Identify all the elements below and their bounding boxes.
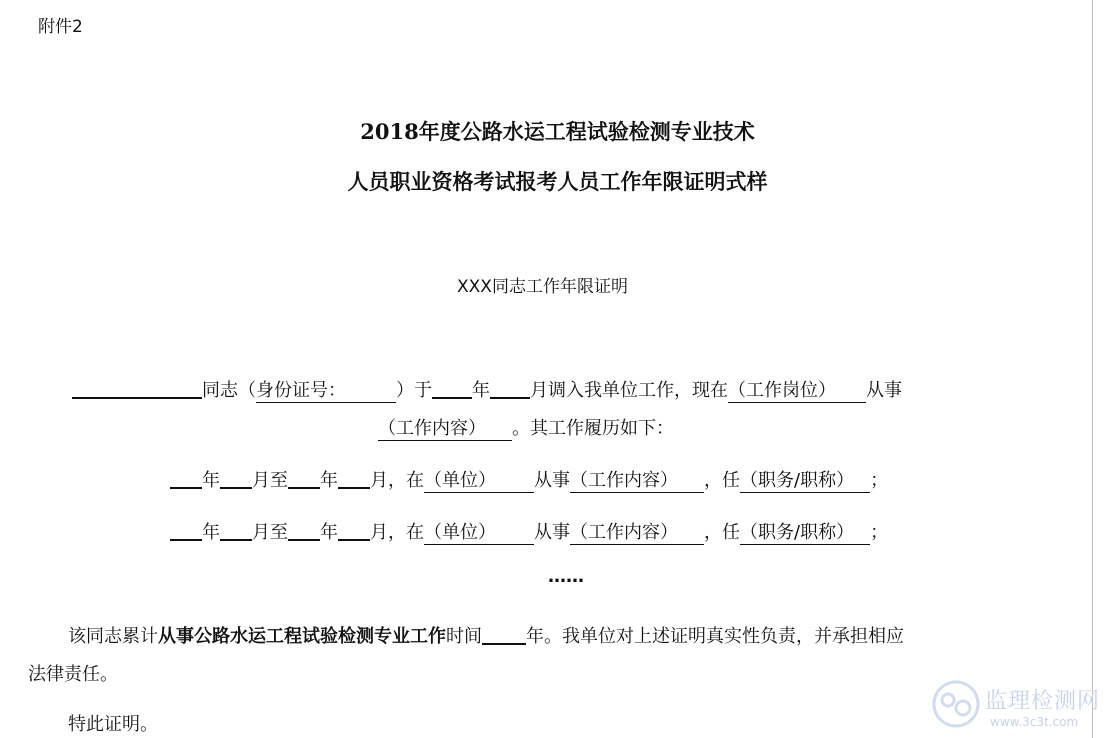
ellipsis: ……	[548, 566, 584, 587]
id-number-field: 身份证号：	[256, 380, 396, 403]
month-blank	[490, 379, 530, 399]
page-edge-line	[1092, 0, 1093, 738]
para1-line2: （工作内容） 。其工作履历如下：	[378, 418, 674, 439]
position-field: （工作岗位）	[728, 380, 866, 403]
content-field: （工作内容）	[378, 418, 512, 441]
history-row: 年 月至 年 月，在（单位） 从事（工作内容） ，任（职务/职称） ；	[170, 466, 888, 493]
para2-line2: 法律责任。	[28, 664, 118, 685]
watermark-name: 监理检测网	[985, 689, 1101, 714]
title-field: （职务/职称）	[740, 522, 870, 545]
work-content-field: （工作内容）	[570, 522, 704, 545]
name-blank	[72, 379, 202, 399]
total-years-blank	[482, 625, 526, 645]
history-row: 年 月至 年 月，在（单位） 从事（工作内容） ，任（职务/职称） ；	[170, 518, 888, 545]
closing-text: 特此证明。	[68, 714, 158, 735]
attachment-label: 附件2	[38, 17, 83, 37]
para2-line1: 该同志累计从事公路水运工程试验检测专业工作时间 年。我单位对上述证明真实性负责，并承担相应	[68, 626, 904, 647]
title-line-2: 人员职业资格考试报考人员工作年限证明式样	[347, 169, 768, 194]
work-content-field: （工作内容）	[570, 470, 704, 493]
watermark-logo-icon	[930, 678, 982, 730]
unit-field: （单位）	[424, 522, 534, 545]
title-line-1: 2018年度公路水运工程试验检测专业技术	[360, 119, 755, 144]
watermark-url: www.3c3t.com	[990, 715, 1079, 729]
certificate-subtitle: XXX同志工作年限证明	[457, 277, 628, 297]
title-field: （职务/职称）	[740, 470, 870, 493]
para1-line1: 同志（身份证号： ）于 年 月调入我单位工作，现在（工作岗位） 从事	[72, 376, 902, 403]
year-blank	[432, 379, 472, 399]
unit-field: （单位）	[424, 470, 534, 493]
